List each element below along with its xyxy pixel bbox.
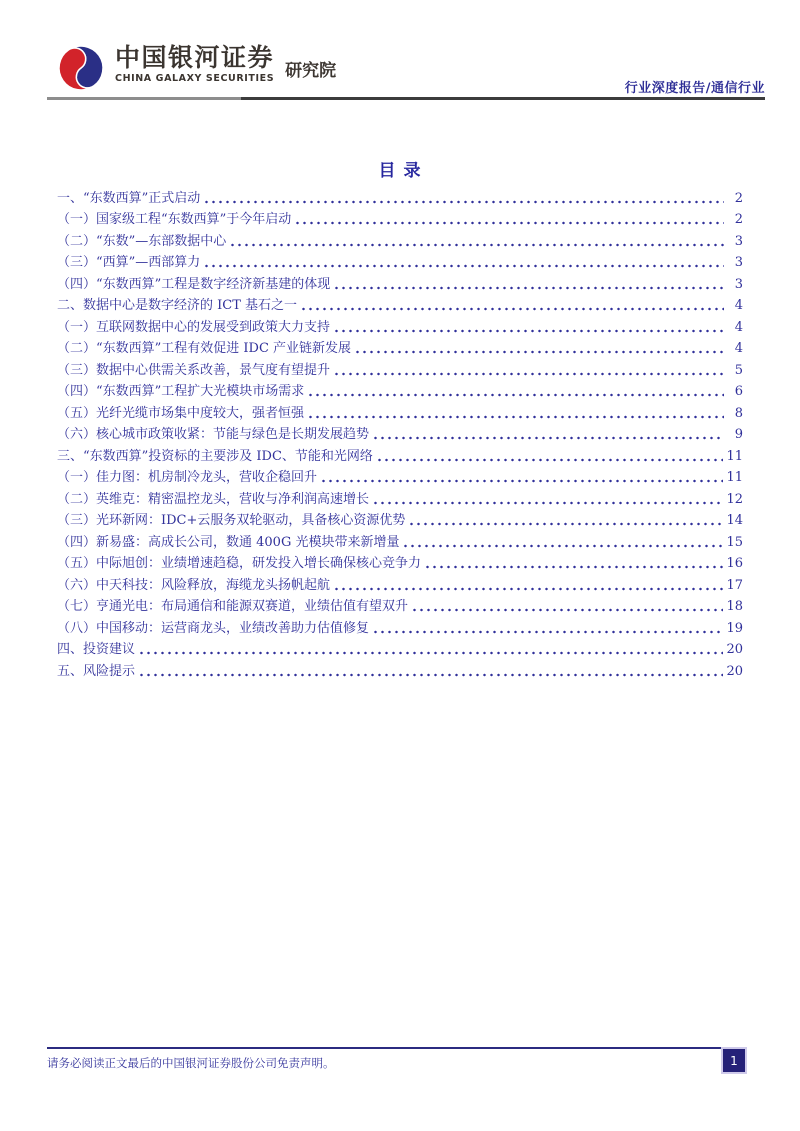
toc-entry-page: 2: [734, 190, 743, 206]
dot-leader: [411, 608, 723, 612]
toc-entry-label: 四、投资建议: [57, 642, 136, 657]
toc-entry-label: （三）光环新网：IDC+云服务双轮驱动，具备核心资源优势: [57, 513, 406, 528]
toc-entry-page: 12: [726, 491, 743, 507]
footer-disclaimer: 请务必阅读正文最后的中国银河证券股份公司免责声明。: [47, 1056, 335, 1070]
toc-entry-page: 14: [726, 513, 743, 528]
toc-entry-label: （四）“东数西算”工程是数字经济新基建的体现: [57, 276, 331, 292]
toc-entry[interactable]: [57, 638, 743, 660]
toc-entry[interactable]: [57, 530, 743, 552]
footer-divider: [47, 1047, 722, 1049]
toc-entry[interactable]: [57, 208, 743, 230]
toc-entry-label: 一、“东数西算”正式启动: [57, 190, 201, 206]
toc-entry[interactable]: [57, 552, 743, 574]
toc-entry[interactable]: [57, 229, 743, 251]
dot-leader: [320, 479, 723, 483]
toc-entry-page: 6: [734, 384, 743, 399]
dot-leader: [307, 393, 724, 397]
toc-entry-label: （五）中际旭创：业绩增速趋稳，研发投入增长确保核心竞争力: [57, 556, 422, 571]
galaxy-logo-icon: [56, 40, 106, 96]
toc-entry-page: 18: [726, 599, 743, 614]
toc-entry-page: 2: [734, 212, 743, 227]
page-number: 1: [730, 1053, 738, 1068]
dot-leader: [402, 544, 723, 548]
toc-entry-page: 4: [734, 319, 743, 335]
report-header: [56, 40, 336, 96]
dot-leader: [333, 329, 724, 333]
dot-leader: [229, 243, 724, 247]
dot-leader: [307, 415, 724, 419]
toc-entry-label: （八）中国移动：运营商龙头，业绩改善助力估值修复: [57, 620, 370, 636]
toc-entry-label: （一）佳力图：机房制冷龙头，营收企稳回升: [57, 470, 318, 485]
header-divider: [47, 97, 765, 100]
toc-entry[interactable]: [57, 337, 743, 359]
toc-entry-page: 17: [726, 577, 743, 593]
toc-entry-label: 五、风险提示: [57, 663, 136, 679]
toc-entry-label: （六）中天科技：风险释放，海缆龙头扬帆起航: [57, 577, 331, 593]
page-number-badge: [721, 1047, 747, 1074]
dot-leader: [333, 372, 724, 376]
toc-entry[interactable]: [57, 423, 743, 445]
toc-entry-page: 3: [734, 276, 743, 292]
toc-entry-page: 5: [734, 362, 743, 378]
toc-entry-label: （一）国家级工程“东数西算”于今年启动: [57, 212, 292, 227]
toc-entry-page: 16: [726, 556, 743, 571]
dot-leader: [333, 587, 723, 591]
dot-leader: [203, 264, 724, 268]
report-type-label: 行业深度报告/通信行业: [624, 81, 765, 96]
toc-entry-page: 15: [726, 534, 743, 550]
toc-entry-label: （三）“西算”—西部算力: [57, 255, 201, 270]
dot-leader: [294, 221, 724, 225]
toc-entry-label: （七）亨通光电：布局通信和能源双赛道，业绩估值有望双升: [57, 599, 409, 614]
toc-entry-label: 二、数据中心是数字经济的 ICT 基石之一: [57, 298, 298, 313]
dot-leader: [354, 350, 724, 354]
dot-leader: [333, 286, 724, 290]
toc-entry[interactable]: [57, 401, 743, 423]
toc-entry-label: （六）核心城市政策收紧：节能与绿色是长期发展趋势: [57, 427, 370, 442]
toc-entry-label: （四）“东数西算”工程扩大光模块市场需求: [57, 384, 305, 399]
toc-entry-page: 11: [726, 448, 743, 464]
toc-entry[interactable]: [57, 487, 743, 509]
toc-entry-label: （二）“东数”—东部数据中心: [57, 233, 227, 249]
toc-entry[interactable]: [57, 294, 743, 316]
toc-entry-label: （二）“东数西算”工程有效促进 IDC 产业链新发展: [57, 341, 352, 356]
dot-leader: [372, 501, 723, 505]
toc-entry-page: 20: [726, 642, 743, 657]
toc-entry[interactable]: [57, 186, 743, 208]
toc-entry-label: （五）光纤光缆市场集中度较大，强者恒强: [57, 405, 305, 421]
toc-entry-label: 三、“东数西算”投资标的主要涉及 IDC、节能和光网络: [57, 448, 373, 464]
toc-entry[interactable]: [57, 272, 743, 294]
toc-entry-page: 4: [734, 341, 743, 356]
toc-entry-page: 8: [734, 405, 743, 421]
brand-name-cn: 中国银河证券: [115, 43, 275, 72]
brand-block: [115, 40, 274, 84]
toc-entry-label: （一）互联网数据中心的发展受到政策大力支持: [57, 319, 331, 335]
dot-leader: [372, 630, 723, 634]
toc-entry-page: 20: [726, 663, 743, 679]
dot-leader: [138, 673, 723, 677]
dot-leader: [424, 565, 723, 569]
toc-entry[interactable]: [57, 466, 743, 488]
brand-suffix: 研究院: [285, 61, 337, 81]
toc-entry[interactable]: [57, 573, 743, 595]
toc-entry-page: 11: [726, 470, 743, 485]
toc-entry-label: （三）数据中心供需关系改善，景气度有望提升: [57, 362, 331, 378]
toc-entry[interactable]: [57, 315, 743, 337]
dot-leader: [376, 458, 724, 462]
toc-entry-page: 19: [726, 620, 743, 636]
toc-entry-page: 4: [734, 298, 743, 313]
dot-leader: [138, 651, 723, 655]
dot-leader: [203, 200, 724, 204]
dot-leader: [408, 522, 723, 526]
toc-entry[interactable]: [57, 595, 743, 617]
toc-entry[interactable]: [57, 616, 743, 638]
toc-entry-page: 3: [734, 233, 743, 249]
toc-entry[interactable]: [57, 380, 743, 402]
brand-name-en: CHINA GALAXY SECURITIES: [115, 73, 275, 84]
toc-entry[interactable]: [57, 444, 743, 466]
toc-title: 目 录: [378, 161, 422, 181]
toc-entry[interactable]: [57, 659, 743, 681]
toc-entry-page: 9: [734, 427, 743, 442]
toc-entry[interactable]: [57, 251, 743, 273]
toc-entry[interactable]: [57, 509, 743, 531]
toc-list: [57, 186, 743, 681]
dot-leader: [372, 436, 724, 440]
toc-entry-label: （二）英维克：精密温控龙头，营收与净利润高速增长: [57, 491, 370, 507]
toc-entry[interactable]: [57, 358, 743, 380]
toc-entry-label: （四）新易盛：高成长公司，数通 400G 光模块带来新增量: [57, 534, 400, 550]
dot-leader: [300, 307, 724, 311]
toc-entry-page: 3: [734, 255, 743, 270]
